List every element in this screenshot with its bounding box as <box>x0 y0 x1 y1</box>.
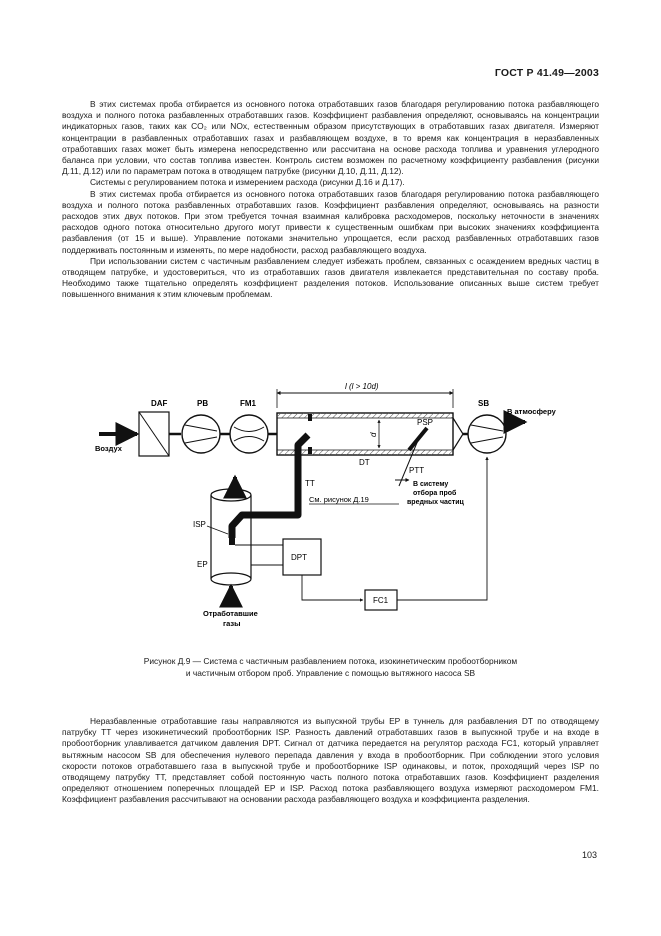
signal-line-dpt-fc1 <box>302 575 363 600</box>
page-header: ГОСТ Р 41.49—2003 <box>494 67 599 79</box>
daf-label: DAF <box>151 399 168 408</box>
system-diagram <box>95 378 575 640</box>
see-figure-label: См. рисунок Д.19 <box>309 495 369 504</box>
length-label: l (l > 10d) <box>345 382 379 391</box>
figure-caption-line: Рисунок Д.9 — Система с частичным разбавлением потока, изокинетическим пробоотборником <box>143 656 518 666</box>
text-block-top <box>62 99 599 301</box>
paragraph: В этих системах проба отбирается из основного потока отработавших газов благодаря регулированию потока разбавляющего воздуха и полного потока разбавленных отработавших газов. Коэффициент разбавления определяют, основываясь на разности расходов этих двух потоков. При этом требуется точная взаимная калибровка расходомеров, поскольку неточности в значениях расходов одного потока относительно другого могут привести к существенным ошибкам при высоких значениях коэффициента разбавления (от 15 и выше). Управление потоками значительно упрощается, если расход разбавленных отработавших газов поддерживать постоянным и изменять, по мере надобности, расход разбавляющего воздуха. <box>62 188 599 255</box>
tt-label: TT <box>305 479 315 488</box>
ep-label: EP <box>197 560 208 569</box>
daf-filter <box>139 412 169 456</box>
page-number: 103 <box>581 850 597 860</box>
to-atmosphere-label: В атмосферу <box>507 407 556 416</box>
figure-caption <box>62 656 599 679</box>
fm1-flowmeter-icon <box>230 415 268 453</box>
pb-label: PB <box>197 399 209 408</box>
paragraph: В этих системах проба отбирается из основного потока отработавших газов благодаря регулированию потока разбавляющего воздуха и полного потока разбавленных отработавших газов. Коэффициент разбавления определяют, основываясь на концентрации индикаторных газов, таких как CO₂ или NOx, естественным образом присутствующих в отработавших газах двигателя. Измеряют концентрации в разбавленных отработавших газах и разбавляющем воздухе, в то время как концентрация в неразбавленных отработавших газах может быть измерена непосредственно или рассчитана на основе расхода топлива и уравнения углеродного баланса при условии, что состав топлива известен. Контроль систем возможен по расчетному коэффициенту разбавления (рисунки Д.11, Д.12) или по параметрам потока в отводящем патрубке (рисунки Д.10, Д.11, Д.12). <box>62 99 599 177</box>
fm1-label: FM1 <box>240 399 256 408</box>
paragraph: При использовании систем с частичным разбавлением следует избежать проблем, связанных с осаждением вредных частиц в отводящем патрубке, и удостовериться, что из отработавших газов двигателя извлекается представительная по составу проба. Необходимо также тщательно определять коэффициент разделения потоков. Использование описанных выше систем требует повышенного внимания к этим ключевым проблемам. <box>62 255 599 300</box>
sb-pump-icon <box>468 415 506 453</box>
diameter-label: d <box>369 432 378 437</box>
signal-line-fc1-sb <box>397 457 487 600</box>
exhaust-gas-label-1: Отработавшие <box>203 609 258 618</box>
fc1-label: FC1 <box>373 596 389 605</box>
pb-pump-icon <box>182 415 220 453</box>
dpt-label: DPT <box>291 553 307 562</box>
dt-label: DT <box>359 458 370 467</box>
isp-label: ISP <box>193 520 206 529</box>
exhaust-gas-label-2: газы <box>223 619 241 628</box>
paragraph: Системы с регулированием потока и измерением расхода (рисунки Д.16 и Д.17). <box>90 177 405 188</box>
figure-caption-line: и частичным отбором проб. Управление с помощью вытяжного насоса SB <box>185 667 476 678</box>
psp-label: PSP <box>417 418 434 427</box>
text-block-bottom <box>62 716 599 806</box>
to-particulate-system-label-2: отбора проб <box>413 490 457 497</box>
to-particulate-system-label-3: вредных частиц <box>407 499 464 506</box>
to-particulate-system-label-1: В систему <box>413 481 449 488</box>
ptt-label: PTT <box>409 466 425 475</box>
sb-label: SB <box>478 399 490 408</box>
air-label: Воздух <box>95 444 122 453</box>
paragraph: Неразбавленные отработавшие газы направляются из выпускной трубы EP в туннель для разбавления DT по отводящему патрубку TT через изокинетический пробоотборник ISP. Разность давлений отработавших газов в выпускной трубе и на входе в пробоотборник улавливается датчиком давления DPT. Сигнал от датчика передается на регулятор расхода FC1, который управляет вытяжным насосом SB для обеспечения нулевого перепада давления у входа в пробоотборник. При соблюдении этого условия скорости потоков отработавшего газа в выпускной трубе и пробоотборнике ISP одинаковы, и поток, проходящий через ISP по отводящему патрубку TT, представляет собой постоянную часть полного потока отработавших газов. Коэффициент разделения определяют отношением поперечных площадей EP и ISP. Расход потока разбавляющего воздуха измеряют расходомером FM1. Коэффициент разбавления рассчитывают на основании расхода разбавляющего воздуха и коэффициента разделения. <box>62 716 599 805</box>
